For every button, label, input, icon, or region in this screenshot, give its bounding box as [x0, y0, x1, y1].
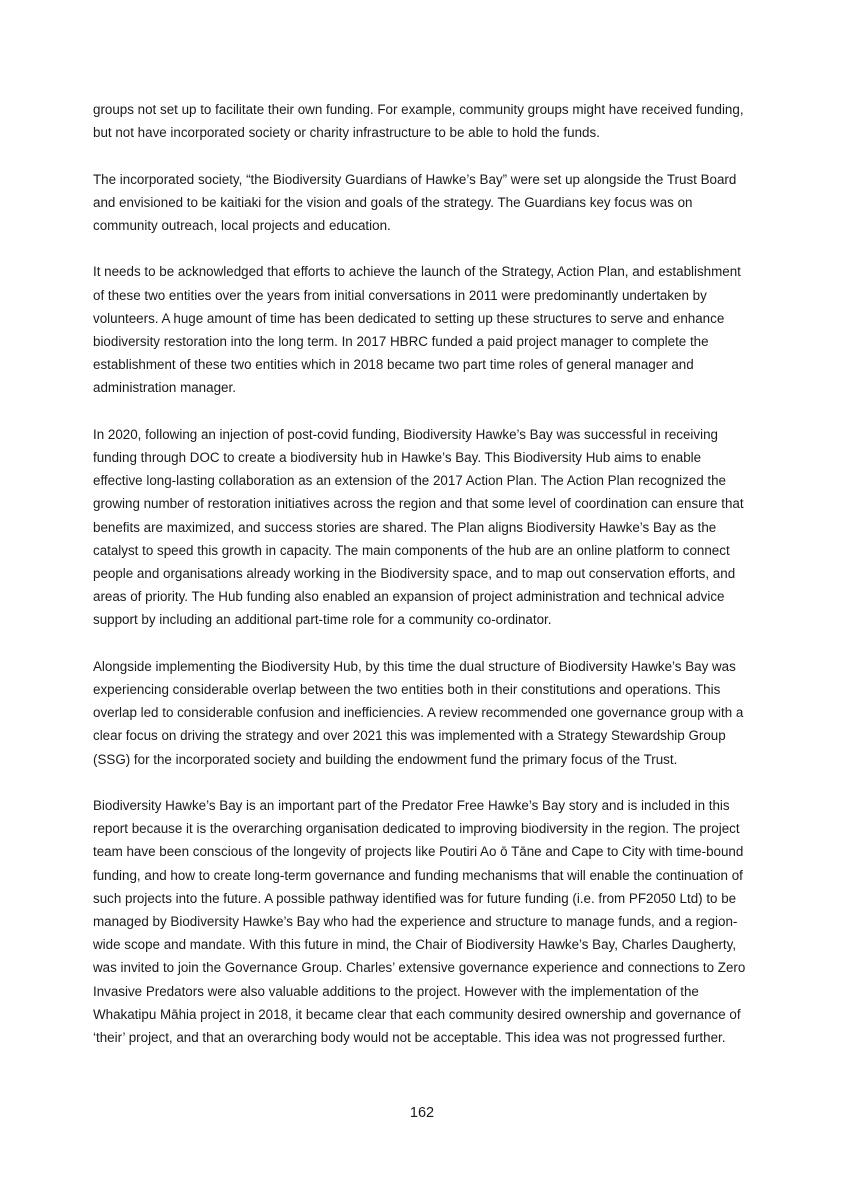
- body-text: [93, 98, 753, 1072]
- paragraph-2: The incorporated society, “the Biodiversity Guardians of Hawke’s Bay” were set up alongside the Trust Board and envisioned to be kaitiaki for the vision and goals of the strategy. The Guardians key focus was on community outreach, local projects and education.: [93, 171, 737, 233]
- paragraph-5: Alongside implementing the Biodiversity Hub, by this time the dual structure of Biodiversity Hawke’s Bay was experiencing considerable overlap between the two entities both in their constitutions and operations. This overlap led to considerable confusion and inefficiencies. A review recommended one governance group with a clear focus on driving the strategy and over 2021 this was implemented with a Strategy Stewardship Group (SSG) for the incorporated society and building the endowment fund the primary focus of the Trust.: [93, 658, 744, 767]
- page-number: 162: [409, 1105, 435, 1121]
- paragraph-4: In 2020, following an injection of post-covid funding, Biodiversity Hawke’s Bay was successful in receiving funding through DOC to create a biodiversity hub in Hawke’s Bay. This Biodiversity Hub aims to enable effective long-lasting collaboration as an extension of the 2017 Action Plan. The Action Plan recognized the growing number of restoration initiatives across the region and that some level of coordination can ensure that benefits are maximized, and success stories are shared. The Plan aligns Biodiversity Hawke’s Bay as the catalyst to speed this growth in capacity. The main components of the hub are an online platform to connect people and organisations already working in the Biodiversity space, and to map out conservation efforts, and areas of priority. The Hub funding also enabled an expansion of project administration and technical advice support by including an additional part-time role for a community co-ordinator.: [93, 426, 744, 628]
- paragraph-1: groups not set up to facilitate their own funding. For example, community groups might have received funding, but not have incorporated society or charity infrastructure to be able to hold the funds.: [93, 102, 744, 141]
- paragraph-6: Biodiversity Hawke’s Bay is an important part of the Predator Free Hawke’s Bay story and is included in this report because it is the overarching organisation dedicated to improving biodiversity in the region. The project team have been conscious of the longevity of projects like Poutiri Ao ō Tāne and Cape to City with time-bound funding, and how to create long-term governance and funding mechanisms that will enable the continuation of such projects into the future. A possible pathway identified was for future funding (i.e. from PF2050 Ltd) to be managed by Biodiversity Hawke’s Bay who had the experience and structure to manage funds, and a region-wide scope and mandate. With this future in mind, the Chair of Biodiversity Hawke’s Bay, Charles Daugherty, was invited to join the Governance Group. Charles’ extensive governance experience and connections to Zero Invasive Predators were also valuable additions to the project. However with the implementation of the Whakatipu Māhia project in 2018, it became clear that each community desired ownership and governance of ‘their’ project, and that an overarching body would not be acceptable. This idea was not progressed further.: [93, 798, 746, 1046]
- paragraph-3: It needs to be acknowledged that efforts to achieve the launch of the Strategy, Action Plan, and establishment of these two entities over the years from initial conversations in 2011 were predominantly undertaken by volunteers. A huge amount of time has been dedicated to setting up these structures to serve and enhance biodiversity restoration into the long term. In 2017 HBRC funded a paid project manager to complete the establishment of these two entities which in 2018 became two part time roles of general manager and administration manager.: [93, 264, 741, 396]
